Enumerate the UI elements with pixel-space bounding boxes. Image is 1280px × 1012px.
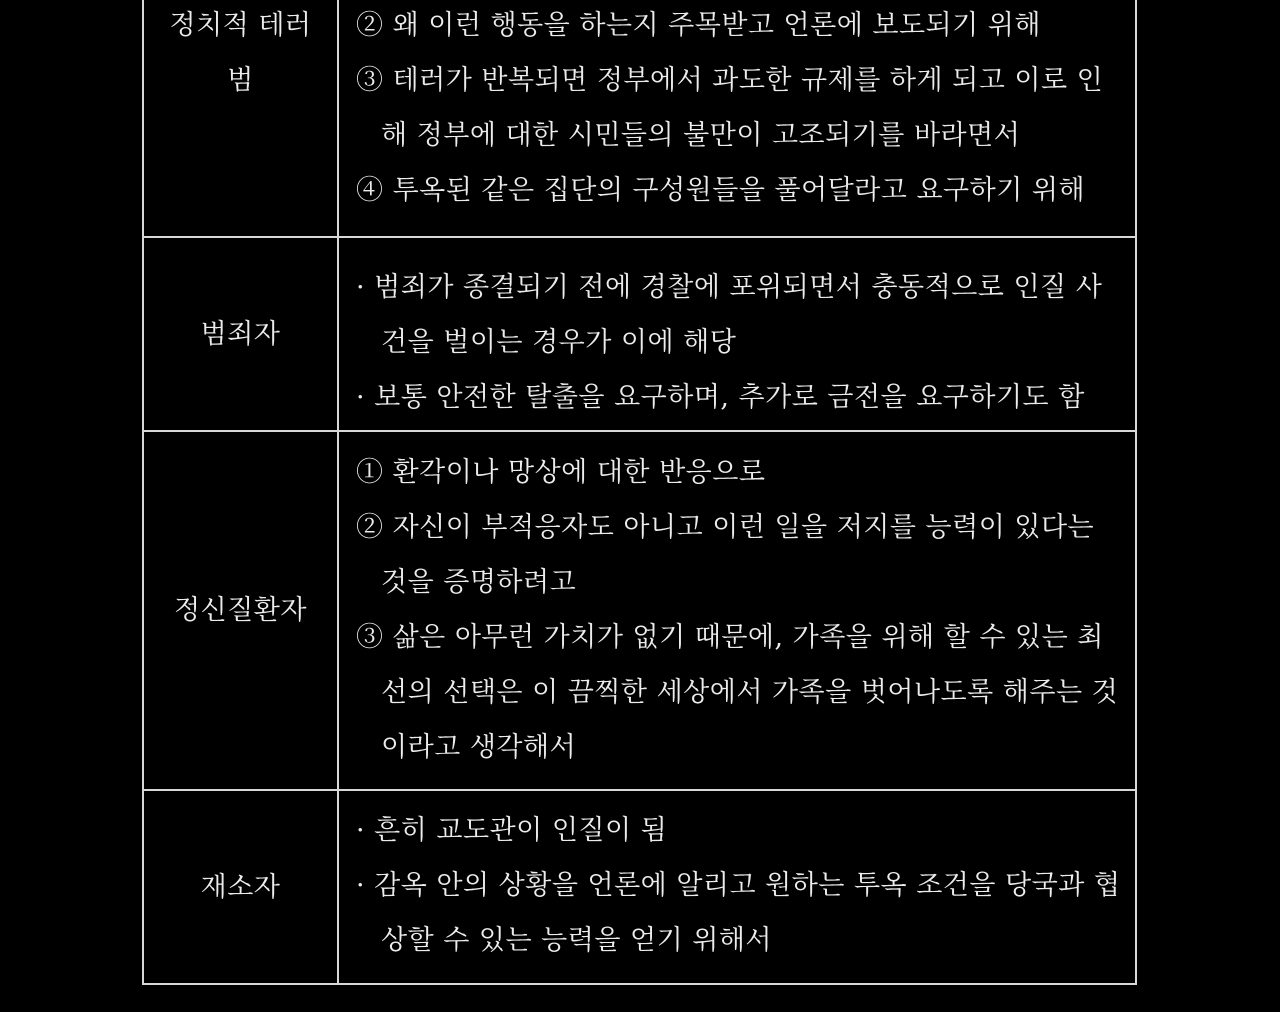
content-line: ② 왜 이런 행동을 하는지 주목받고 언론에 보도되기 위해 — [356, 10, 1041, 41]
content-line: 해 정부에 대한 시민들의 불만이 고조되기를 바라면서 — [381, 120, 1021, 151]
row-label: 정신질환자 — [174, 595, 307, 626]
row-content-cell — [339, 0, 1135, 236]
table-row-political-terrorist — [144, 0, 1135, 236]
content-line: · 흔히 교도관이 인질이 됨 — [356, 815, 668, 846]
row-content-cell — [339, 791, 1135, 983]
content-line: 것을 증명하려고 — [381, 567, 577, 598]
content-line: 이라고 생각해서 — [381, 732, 577, 763]
content-line — [356, 53, 1121, 108]
hostage-taker-types-table — [142, 0, 1137, 985]
content-line: · 보통 안전한 탈출을 요구하며, 추가로 금전을 요구하기도 함 — [356, 382, 1085, 413]
table-row-mentally-ill — [144, 430, 1135, 789]
content-line-text: ③ 테러가 반복되면 정부에서 과도한 규제를 하게 되고 이로 인 — [356, 65, 1104, 96]
table-row-criminal — [144, 236, 1135, 430]
content-line: 선의 선택은 이 끔찍한 세상에서 가족을 벗어나도록 해주는 것 — [381, 677, 1119, 708]
table-row-inmate — [144, 789, 1135, 983]
row-content-cell — [339, 432, 1135, 789]
content-line: · 범죄가 종결되기 전에 경찰에 포위되면서 충동적으로 인질 사 — [356, 272, 1103, 303]
row-label: 재소자 — [200, 871, 281, 903]
row-label-cell — [144, 238, 339, 430]
content-line: ① 환각이나 망상에 대한 반응으로 — [356, 457, 766, 488]
content-line: ③ 삶은 아무런 가치가 없기 때문에, 가족을 위해 할 수 있는 최 — [356, 622, 1104, 653]
row-label-line: 범 — [227, 65, 254, 96]
row-label: 범죄자 — [200, 318, 281, 350]
content-line: 건을 벌이는 경우가 이에 해당 — [381, 327, 737, 358]
content-line: · 감옥 안의 상황을 언론에 알리고 원하는 투옥 조건을 당국과 협 — [356, 870, 1121, 901]
content-line: ② 자신이 부적응자도 아니고 이런 일을 저지를 능력이 있다는 — [356, 512, 1095, 543]
content-line: ④ 투옥된 같은 집단의 구성원들을 풀어달라고 요구하기 위해 — [356, 175, 1086, 206]
content-line: 상할 수 있는 능력을 얻기 위해서 — [381, 925, 772, 956]
row-content-cell — [339, 238, 1135, 430]
row-label-line: 정치적 테러 — [169, 10, 312, 41]
row-label-cell — [144, 791, 339, 983]
row-label-cell — [144, 0, 339, 236]
row-label-cell — [144, 432, 339, 789]
